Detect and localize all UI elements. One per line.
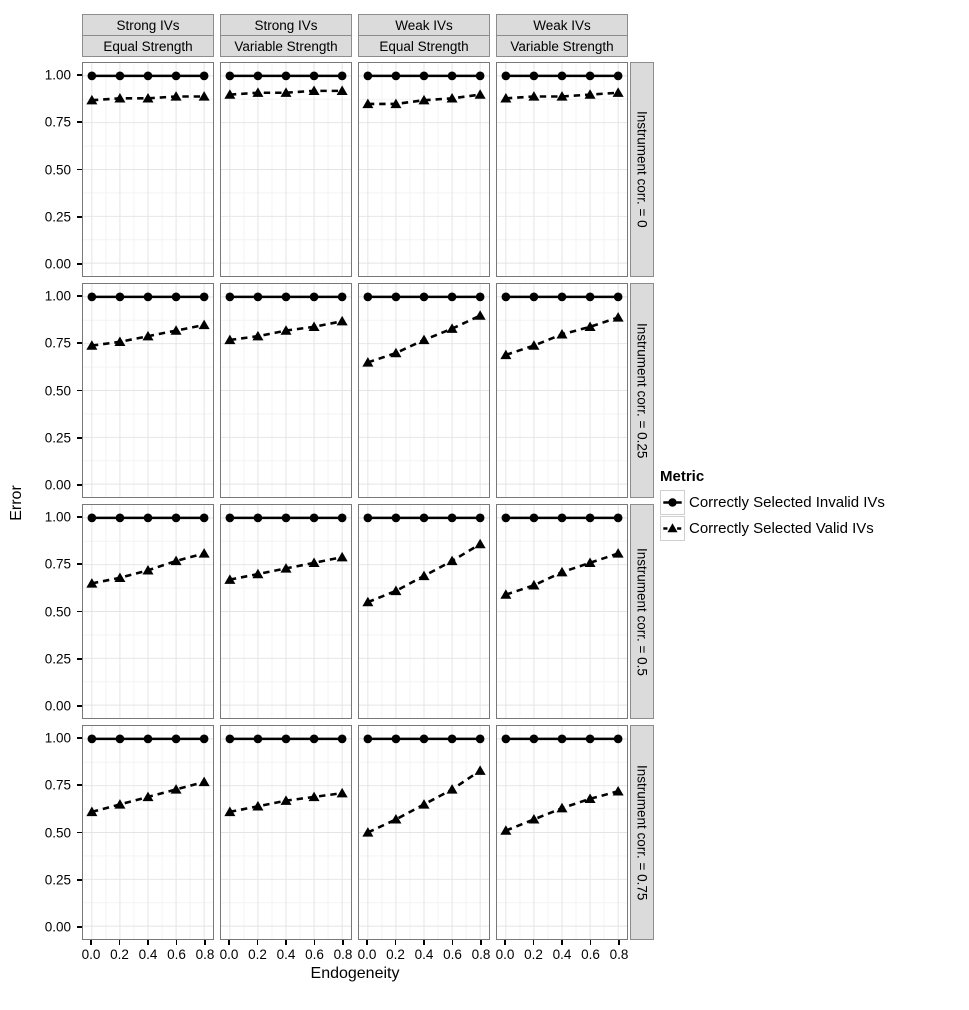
- y-tick-label: 0.50: [44, 383, 71, 398]
- invalid-ivs-point: [530, 735, 539, 744]
- valid-ivs-point: [337, 552, 348, 562]
- x-tick-label: 0.8: [195, 947, 215, 962]
- valid-ivs-point: [556, 329, 567, 339]
- invalid-ivs-point: [116, 514, 125, 523]
- y-tick-mark: [77, 342, 82, 344]
- y-axis: [0, 504, 82, 719]
- x-tick-label: 0.0: [495, 947, 515, 962]
- x-tick-mark: [561, 940, 563, 945]
- invalid-ivs-point: [586, 293, 595, 302]
- valid-ivs-point: [390, 348, 401, 358]
- invalid-ivs-point: [420, 293, 429, 302]
- invalid-ivs-point: [338, 735, 347, 744]
- invalid-ivs-point: [420, 735, 429, 744]
- x-tick-mark: [176, 940, 178, 945]
- invalid-ivs-point: [614, 293, 623, 302]
- x-tick-mark: [90, 940, 92, 945]
- invalid-ivs-point: [200, 514, 209, 523]
- facet-row-label: Instrument corr. = 0: [634, 111, 650, 228]
- facet-panels: [82, 283, 628, 498]
- facet-strip-top: Strong IVs: [82, 14, 214, 36]
- valid-ivs-point: [199, 91, 210, 101]
- y-tick-mark: [77, 437, 82, 439]
- legend-entry-invalid-ivs: [660, 490, 885, 515]
- y-tick-label: 1.00: [44, 509, 71, 525]
- valid-ivs-point: [171, 325, 182, 335]
- x-tick-label: 0.2: [524, 947, 543, 962]
- x-axis: [82, 940, 628, 966]
- y-tick-mark: [77, 74, 82, 76]
- invalid-ivs-point: [420, 72, 429, 81]
- facet-panel: [496, 62, 628, 277]
- invalid-ivs-point: [282, 72, 291, 81]
- x-axis-column: [220, 940, 352, 966]
- invalid-ivs-point: [586, 72, 595, 81]
- panel-plot: [359, 63, 489, 276]
- x-tick-label: 0.4: [414, 947, 434, 962]
- x-tick-mark: [204, 940, 206, 945]
- x-tick-mark: [314, 940, 316, 945]
- x-tick-mark: [590, 940, 592, 945]
- y-tick-label: 0.25: [44, 872, 71, 888]
- valid-ivs-point: [613, 786, 624, 796]
- invalid-ivs-point: [364, 72, 373, 81]
- x-axis-column: [358, 940, 490, 966]
- facet-panel: [358, 283, 490, 498]
- x-tick-mark: [480, 940, 482, 945]
- panel-plot: [221, 63, 351, 276]
- facet-row-label: Instrument corr. = 0.5: [634, 547, 650, 676]
- facet-row: [0, 283, 654, 498]
- facet-strip-right: [630, 62, 654, 277]
- valid-ivs-point: [528, 580, 539, 590]
- invalid-ivs-point: [558, 514, 567, 523]
- invalid-ivs-point: [200, 735, 209, 744]
- facet-panel: [220, 283, 352, 498]
- valid-ivs-point: [613, 87, 624, 97]
- valid-ivs-point: [613, 548, 624, 558]
- y-tick-mark: [77, 484, 82, 486]
- invalid-ivs-point: [226, 72, 235, 81]
- facet-panel: [82, 62, 214, 277]
- panel-plot: [497, 726, 627, 939]
- x-tick-mark: [147, 940, 149, 945]
- invalid-ivs-point: [310, 514, 319, 523]
- facet-strip-bottom: Equal Strength: [358, 35, 490, 57]
- invalid-ivs-point: [144, 514, 153, 523]
- x-tick-label: 0.8: [333, 947, 353, 962]
- invalid-ivs-point: [614, 72, 623, 81]
- facet-strip-right: [630, 725, 654, 940]
- invalid-ivs-point: [226, 293, 235, 302]
- y-tick-label: 1.00: [44, 67, 71, 83]
- invalid-ivs-point: [282, 293, 291, 302]
- x-tick-label: 0.4: [138, 947, 158, 962]
- invalid-ivs-point: [558, 735, 567, 744]
- invalid-ivs-point: [476, 72, 485, 81]
- panel-plot: [497, 505, 627, 718]
- legend-title: Metric: [660, 468, 705, 485]
- panel-plot: [83, 505, 213, 718]
- facet-strip-bottom: Variable Strength: [220, 35, 352, 57]
- invalid-ivs-point: [310, 72, 319, 81]
- x-tick-mark: [366, 940, 368, 945]
- x-axis-column: [82, 940, 214, 966]
- y-tick-mark: [77, 516, 82, 518]
- x-tick-label: 0.2: [386, 947, 405, 962]
- invalid-ivs-point: [144, 72, 153, 81]
- y-tick-label: 0.00: [44, 256, 71, 272]
- y-tick-mark: [77, 611, 82, 613]
- facet-panel: [220, 62, 352, 277]
- y-tick-label: 0.00: [44, 698, 71, 714]
- invalid-ivs-point: [448, 514, 457, 523]
- y-tick-mark: [77, 169, 82, 171]
- facet-panel: [496, 725, 628, 940]
- facet-column-1: [220, 14, 352, 57]
- invalid-ivs-point: [172, 293, 181, 302]
- invalid-ivs-point: [586, 735, 595, 744]
- panel-plot: [83, 726, 213, 939]
- x-tick-mark: [618, 940, 620, 945]
- panel-plot: [497, 63, 627, 276]
- y-tick-label: 0.25: [44, 209, 71, 225]
- panel-plot: [221, 284, 351, 497]
- x-tick-label: 0.8: [471, 947, 491, 962]
- facet-row: [0, 725, 654, 940]
- panel-plot: [83, 284, 213, 497]
- y-tick-mark: [77, 832, 82, 834]
- invalid-ivs-point: [310, 735, 319, 744]
- invalid-ivs-point: [586, 514, 595, 523]
- invalid-ivs-point: [88, 735, 97, 744]
- invalid-ivs-point: [448, 293, 457, 302]
- facet-column-0: [82, 14, 214, 57]
- invalid-ivs-point: [392, 514, 401, 523]
- facet-strip-right: [630, 283, 654, 498]
- invalid-ivs-point: [502, 514, 511, 523]
- invalid-ivs-point: [254, 293, 263, 302]
- invalid-ivs-point: [116, 72, 125, 81]
- y-axis-title: Error: [8, 485, 25, 521]
- y-tick-mark: [77, 658, 82, 660]
- valid-ivs-point: [337, 86, 348, 96]
- x-tick-label: 0.4: [552, 947, 572, 962]
- facet-panel: [358, 504, 490, 719]
- facet-panels: [82, 725, 628, 940]
- y-tick-mark: [77, 390, 82, 392]
- invalid-ivs-point: [172, 72, 181, 81]
- x-tick-mark: [504, 940, 506, 945]
- invalid-ivs-point: [144, 735, 153, 744]
- valid-ivs-point: [199, 777, 210, 787]
- panel-plot: [359, 505, 489, 718]
- y-tick-mark: [77, 705, 82, 707]
- valid-ivs-point: [447, 556, 458, 566]
- valid-ivs-point: [475, 765, 486, 775]
- y-tick-label: 0.50: [44, 162, 71, 177]
- invalid-ivs-point: [88, 72, 97, 81]
- invalid-ivs-point: [282, 514, 291, 523]
- invalid-ivs-point: [144, 293, 153, 302]
- valid-ivs-point: [199, 320, 210, 330]
- circle-solid-line-key-icon: [660, 490, 685, 515]
- facet-strip-top: Weak IVs: [496, 14, 628, 36]
- valid-ivs-point: [475, 310, 486, 320]
- facet-column-2: [358, 14, 490, 57]
- invalid-ivs-point: [226, 514, 235, 523]
- invalid-ivs-point: [172, 735, 181, 744]
- facet-panels: [82, 504, 628, 719]
- invalid-ivs-point: [558, 72, 567, 81]
- valid-ivs-point: [418, 335, 429, 345]
- invalid-ivs-point: [530, 293, 539, 302]
- valid-ivs-point: [114, 799, 125, 809]
- facet-row-label: Instrument corr. = 0.75: [634, 764, 650, 901]
- y-tick-label: 0.00: [44, 477, 71, 493]
- invalid-ivs-point: [530, 514, 539, 523]
- legend-label: Correctly Selected Valid IVs: [689, 520, 874, 537]
- facet-panel: [220, 725, 352, 940]
- valid-ivs-point: [199, 548, 210, 558]
- facet-panel: [82, 504, 214, 719]
- valid-ivs-point: [556, 803, 567, 813]
- x-axis-column: [496, 940, 628, 966]
- facet-panel: [496, 504, 628, 719]
- facet-panel: [82, 725, 214, 940]
- facet-strip-bottom: Variable Strength: [496, 35, 628, 57]
- facet-panel: [358, 725, 490, 940]
- invalid-ivs-point: [392, 72, 401, 81]
- x-axis-title: Endogeneity: [310, 965, 400, 982]
- invalid-ivs-point: [88, 293, 97, 302]
- y-tick-label: 0.75: [44, 114, 71, 130]
- y-tick-label: 0.50: [44, 604, 71, 619]
- invalid-ivs-point: [614, 514, 623, 523]
- x-tick-mark: [342, 940, 344, 945]
- x-tick-mark: [423, 940, 425, 945]
- invalid-ivs-point: [364, 514, 373, 523]
- invalid-ivs-point: [558, 293, 567, 302]
- valid-ivs-point: [528, 340, 539, 350]
- valid-ivs-point: [252, 801, 263, 811]
- x-tick-label: 0.6: [167, 947, 186, 962]
- invalid-ivs-point: [392, 735, 401, 744]
- invalid-ivs-point: [448, 735, 457, 744]
- x-tick-label: 0.4: [276, 947, 296, 962]
- legend-label: Correctly Selected Invalid IVs: [689, 494, 885, 511]
- invalid-ivs-point: [502, 72, 511, 81]
- y-tick-label: 0.00: [44, 919, 71, 935]
- valid-ivs-point: [114, 572, 125, 582]
- facet-row-label: Instrument corr. = 0.25: [634, 322, 650, 459]
- y-tick-label: 0.50: [44, 825, 71, 840]
- invalid-ivs-point: [338, 293, 347, 302]
- facet-panel: [82, 283, 214, 498]
- invalid-ivs-point: [420, 514, 429, 523]
- invalid-ivs-point: [448, 72, 457, 81]
- triangle-dashed-line-key-icon: [660, 516, 685, 541]
- facet-panel: [220, 504, 352, 719]
- y-tick-label: 1.00: [44, 730, 71, 746]
- y-tick-mark: [77, 784, 82, 786]
- facet-panel: [358, 62, 490, 277]
- facet-column-3: [496, 14, 628, 57]
- invalid-ivs-point: [502, 293, 511, 302]
- x-tick-mark: [533, 940, 535, 945]
- facet-row: [0, 504, 654, 719]
- invalid-ivs-point: [254, 72, 263, 81]
- valid-ivs-point: [475, 89, 486, 99]
- invalid-ivs-point: [282, 735, 291, 744]
- y-tick-mark: [77, 295, 82, 297]
- y-tick-mark: [77, 216, 82, 218]
- invalid-ivs-point: [476, 514, 485, 523]
- facet-panel: [496, 283, 628, 498]
- invalid-ivs-point: [364, 735, 373, 744]
- valid-ivs-point: [309, 557, 320, 567]
- x-tick-mark: [285, 940, 287, 945]
- y-tick-label: 0.75: [44, 335, 71, 351]
- invalid-ivs-point: [502, 735, 511, 744]
- invalid-ivs-point: [88, 514, 97, 523]
- y-tick-mark: [77, 737, 82, 739]
- y-tick-mark: [77, 563, 82, 565]
- facet-strip-top: Strong IVs: [220, 14, 352, 36]
- x-tick-label: 0.0: [219, 947, 239, 962]
- y-tick-mark: [77, 121, 82, 123]
- y-tick-label: 0.25: [44, 651, 71, 667]
- y-tick-mark: [77, 263, 82, 265]
- column-facet-strips: [82, 14, 628, 57]
- legend: [660, 468, 885, 542]
- facet-grid: [0, 62, 654, 946]
- y-axis: [0, 62, 82, 277]
- legend-entry-valid-ivs: [660, 516, 885, 541]
- x-tick-mark: [228, 940, 230, 945]
- invalid-ivs-point: [254, 735, 263, 744]
- valid-ivs-point: [337, 788, 348, 798]
- panel-plot: [359, 726, 489, 939]
- y-tick-mark: [77, 926, 82, 928]
- invalid-ivs-point: [310, 293, 319, 302]
- y-axis: [0, 283, 82, 498]
- invalid-ivs-point: [200, 293, 209, 302]
- valid-ivs-point: [613, 312, 624, 322]
- invalid-ivs-point: [200, 72, 209, 81]
- invalid-ivs-point: [476, 735, 485, 744]
- x-tick-label: 0.0: [357, 947, 377, 962]
- invalid-ivs-point: [116, 293, 125, 302]
- x-tick-mark: [452, 940, 454, 945]
- facet-row: [0, 62, 654, 277]
- invalid-ivs-point: [338, 514, 347, 523]
- facet-strip-right: [630, 504, 654, 719]
- invalid-ivs-point: [476, 293, 485, 302]
- x-tick-label: 0.6: [581, 947, 600, 962]
- panel-plot: [221, 505, 351, 718]
- invalid-ivs-point: [226, 735, 235, 744]
- panel-plot: [221, 726, 351, 939]
- x-tick-label: 0.2: [248, 947, 267, 962]
- valid-ivs-point: [418, 571, 429, 581]
- valid-ivs-point: [252, 569, 263, 579]
- x-tick-label: 0.6: [305, 947, 324, 962]
- invalid-ivs-point: [530, 72, 539, 81]
- valid-ivs-point: [475, 539, 486, 549]
- invalid-ivs-point: [338, 72, 347, 81]
- y-tick-mark: [77, 879, 82, 881]
- valid-ivs-point: [556, 567, 567, 577]
- invalid-ivs-point: [116, 735, 125, 744]
- valid-ivs-point: [418, 799, 429, 809]
- x-tick-label: 0.0: [81, 947, 101, 962]
- x-tick-label: 0.6: [443, 947, 462, 962]
- valid-ivs-point: [390, 586, 401, 596]
- y-tick-label: 0.25: [44, 430, 71, 446]
- invalid-ivs-point: [392, 293, 401, 302]
- x-tick-mark: [395, 940, 397, 945]
- facet-strip-top: Weak IVs: [358, 14, 490, 36]
- y-tick-label: 0.75: [44, 777, 71, 793]
- facet-panels: [82, 62, 628, 277]
- x-tick-mark: [119, 940, 121, 945]
- y-tick-label: 1.00: [44, 288, 71, 304]
- invalid-ivs-point: [172, 514, 181, 523]
- x-tick-label: 0.8: [609, 947, 629, 962]
- facet-strip-bottom: Equal Strength: [82, 35, 214, 57]
- panel-plot: [497, 284, 627, 497]
- panel-plot: [83, 63, 213, 276]
- x-tick-mark: [257, 940, 259, 945]
- valid-ivs-point: [390, 814, 401, 824]
- panel-plot: [359, 284, 489, 497]
- x-tick-label: 0.2: [110, 947, 129, 962]
- y-tick-label: 0.75: [44, 556, 71, 572]
- invalid-ivs-point: [254, 514, 263, 523]
- y-axis: [0, 725, 82, 940]
- invalid-ivs-point: [614, 735, 623, 744]
- invalid-ivs-point: [364, 293, 373, 302]
